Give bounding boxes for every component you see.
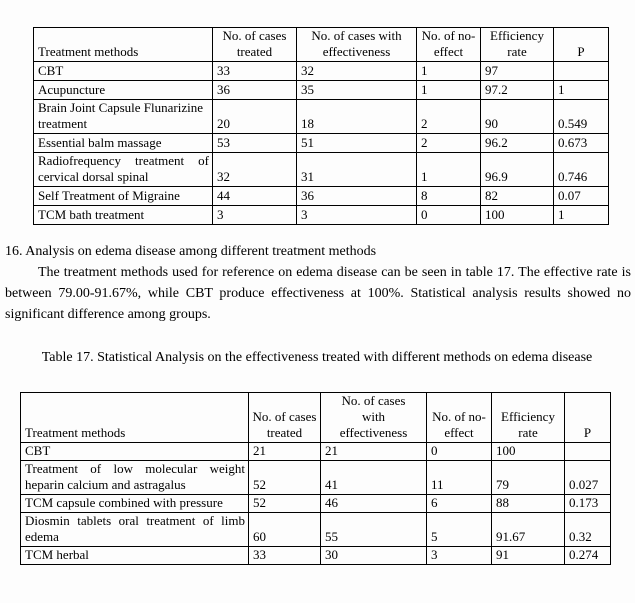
cell-effective: 32 <box>297 62 417 81</box>
header-cases-treated: No. of cases treated <box>213 28 297 62</box>
cell-rate: 96.2 <box>481 134 554 153</box>
cell-effective: 3 <box>297 206 417 225</box>
cell-effective: 55 <box>321 513 427 547</box>
header-p-value: P <box>554 28 609 62</box>
cell-rate: 100 <box>492 443 565 461</box>
cell-rate: 97 <box>481 62 554 81</box>
table-row <box>21 547 611 565</box>
cell-no-effect: 3 <box>427 547 492 565</box>
header-efficiency-rate: Efficiency rate <box>481 28 554 62</box>
cell-method: Brain Joint Capsule Flunarizine treatment <box>34 100 213 134</box>
cell-method: Radiofrequency treatment of cervical dorsal spinal <box>34 153 213 187</box>
cell-treated: 20 <box>213 100 297 134</box>
cell-no-effect: 1 <box>417 62 481 81</box>
cell-method: CBT <box>34 62 213 81</box>
cell-rate: 82 <box>481 187 554 206</box>
cell-effective: 46 <box>321 495 427 513</box>
cell-no-effect: 2 <box>417 100 481 134</box>
cell-treated: 36 <box>213 81 297 100</box>
cell-p: 0.673 <box>554 134 609 153</box>
table-row <box>21 495 611 513</box>
table-header-row <box>34 28 609 62</box>
cell-no-effect: 6 <box>427 495 492 513</box>
table-row <box>21 461 611 495</box>
cell-no-effect: 1 <box>417 81 481 100</box>
cell-p: 1 <box>554 206 609 225</box>
section-16 <box>5 241 631 325</box>
cell-method: CBT <box>21 443 249 461</box>
cell-no-effect: 11 <box>427 461 492 495</box>
header-p-value: P <box>565 393 611 443</box>
header-treatment-methods: Treatment methods <box>34 28 213 62</box>
cell-no-effect: 8 <box>417 187 481 206</box>
cell-effective: 41 <box>321 461 427 495</box>
cell-rate: 91 <box>492 547 565 565</box>
cell-treated: 3 <box>213 206 297 225</box>
cell-effective: 31 <box>297 153 417 187</box>
cell-effective: 35 <box>297 81 417 100</box>
cell-method: Self Treatment of Migraine <box>34 187 213 206</box>
header-cases-effectiveness: No. of cases with effectiveness <box>321 393 427 443</box>
cell-rate: 97.2 <box>481 81 554 100</box>
cell-p <box>554 62 609 81</box>
cell-p: 0.027 <box>565 461 611 495</box>
table-row <box>34 187 609 206</box>
cell-p: 1 <box>554 81 609 100</box>
header-cases-effectiveness: No. of cases with effectiveness <box>297 28 417 62</box>
cell-treated: 21 <box>249 443 321 461</box>
table-row <box>21 443 611 461</box>
cell-p: 0.173 <box>565 495 611 513</box>
cell-p: 0.32 <box>565 513 611 547</box>
cell-rate: 90 <box>481 100 554 134</box>
cell-method: Diosmin tablets oral treatment of limb edema <box>21 513 249 547</box>
cell-rate: 96.9 <box>481 153 554 187</box>
cell-treated: 52 <box>249 461 321 495</box>
cell-effective: 36 <box>297 187 417 206</box>
cell-rate: 79 <box>492 461 565 495</box>
cell-no-effect: 0 <box>417 206 481 225</box>
cell-no-effect: 2 <box>417 134 481 153</box>
cell-method: Acupuncture <box>34 81 213 100</box>
table-row <box>34 153 609 187</box>
table-row <box>34 62 609 81</box>
cell-p: 0.07 <box>554 187 609 206</box>
cell-effective: 30 <box>321 547 427 565</box>
cell-method: Treatment of low molecular weight heparin calcium and astragalus <box>21 461 249 495</box>
table-row <box>21 513 611 547</box>
table-row <box>34 134 609 153</box>
table-header-row <box>21 393 611 443</box>
header-no-effect: No. of no-effect <box>427 393 492 443</box>
header-efficiency-rate: Efficiency rate <box>492 393 565 443</box>
cell-rate: 88 <box>492 495 565 513</box>
table17-caption: Table 17. Statistical Analysis on the effectiveness treated with different methods on edema disease <box>41 350 593 365</box>
cell-treated: 53 <box>213 134 297 153</box>
cell-method: TCM herbal <box>21 547 249 565</box>
table-row <box>34 100 609 134</box>
cell-treated: 60 <box>249 513 321 547</box>
header-treatment-methods: Treatment methods <box>21 393 249 443</box>
migraine-treatment-table <box>33 27 609 225</box>
cell-no-effect: 1 <box>417 153 481 187</box>
cell-treated: 32 <box>213 153 297 187</box>
cell-p: 0.274 <box>565 547 611 565</box>
cell-p <box>565 443 611 461</box>
cell-treated: 33 <box>249 547 321 565</box>
cell-effective: 21 <box>321 443 427 461</box>
cell-method: Essential balm massage <box>34 134 213 153</box>
cell-rate: 100 <box>481 206 554 225</box>
section-heading: 16. Analysis on edema disease among different treatment methods <box>5 244 377 259</box>
cell-treated: 44 <box>213 187 297 206</box>
cell-treated: 33 <box>213 62 297 81</box>
cell-method: TCM bath treatment <box>34 206 213 225</box>
header-no-effect: No. of no-effect <box>417 28 481 62</box>
table-row <box>34 206 609 225</box>
cell-effective: 18 <box>297 100 417 134</box>
cell-p: 0.549 <box>554 100 609 134</box>
cell-p: 0.746 <box>554 153 609 187</box>
cell-no-effect: 5 <box>427 513 492 547</box>
edema-treatment-table <box>20 392 611 565</box>
cell-method: TCM capsule combined with pressure <box>21 495 249 513</box>
cell-no-effect: 0 <box>427 443 492 461</box>
section-paragraph: The treatment methods used for reference on edema disease can be seen in table 17. The effective rate is between 79.00-91.67%, while CBT produce effectiveness at 100%. Statistical analysis results showed no significant difference among groups. <box>5 265 631 322</box>
cell-treated: 52 <box>249 495 321 513</box>
header-cases-treated: No. of cases treated <box>249 393 321 443</box>
cell-rate: 91.67 <box>492 513 565 547</box>
cell-effective: 51 <box>297 134 417 153</box>
table-row <box>34 81 609 100</box>
